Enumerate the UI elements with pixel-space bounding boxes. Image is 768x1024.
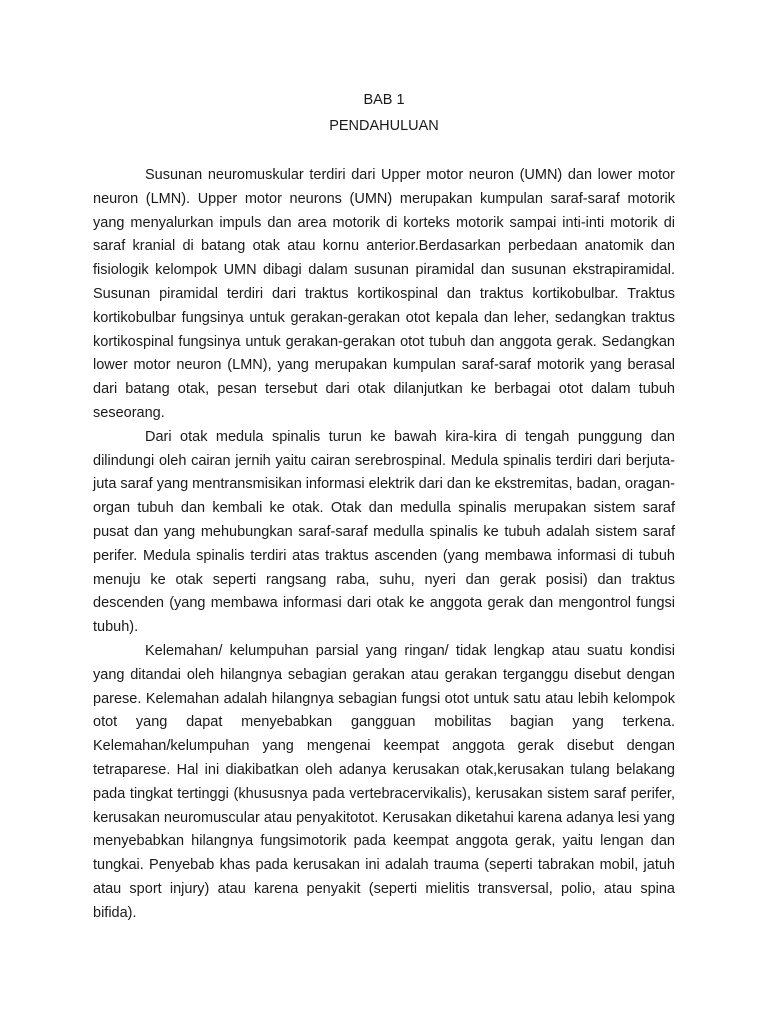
paragraph-1: Susunan neuromuskular terdiri dari Upper motor neuron (UMN) dan lower motor neuron (LMN). Upper motor neurons (UMN) merupakan kumpulan saraf-saraf motorik yang menyalurkan impuls dan area motorik di korteks motorik sampai inti-inti motorik di saraf kranial di batang otak atau kornu anterior.Berdasarkan perbedaan anatomik dan fisiologik kelompok UMN dibagi dalam susunan piramidal dan susunan ekstrapiramidal. Susunan piramidal terdiri dari traktus kortikospinal dan traktus kortikobulbar. Traktus kortikobulbar fungsinya untuk gerakan-gerakan otot kepala dan leher, sedangkan traktus kortikospinal fungsinya untuk gerakan-gerakan otot tubuh dan anggota gerak. Sedangkan lower motor neuron (LMN), yang merupakan kumpulan saraf-saraf motorik yang berasal dari batang otak, pesan tersebut dari otak dilanjutkan ke berbagai otot dalam tubuh seseorang. [93,167,675,421]
chapter-title: PENDAHULUAN [329,118,439,134]
paragraph-3: Kelemahan/ kelumpuhan parsial yang ringan/ tidak lengkap atau suatu kondisi yang ditandai oleh hilangnya sebagian gerakan atau gerakan terganggu disebut dengan parese. Kelemahan adalah hilangnya sebagian fungsi otot untuk satu atau lebih kelompok otot yang dapat menyebabkan gangguan mobilitas bagian yang terkena. Kelemahan/kelumpuhan yang mengenai keempat anggota gerak disebut dengan tetraparese. Hal ini diakibatkan oleh adanya kerusakan otak,kerusakan tulang belakang pada tingkat tertinggi (khususnya pada vertebracervikalis), kerusakan sistem saraf perifer, kerusakan neuromuscular atau penyakitotot. Kerusakan diketahui karena adanya lesi yang menyebabkan hilangnya fungsimotorik pada keempat anggota gerak, yaitu lengan dan tungkai. Penyebab khas pada kerusakan ini adalah trauma (seperti tabrakan mobil, jatuh atau sport injury) atau karena penyakit (seperti mielitis transversal, polio, atau spina bifida). [93,642,675,921]
body-text [93,164,675,926]
paragraph-2: Dari otak medula spinalis turun ke bawah kira-kira di tengah punggung dan dilindungi oleh cairan jernih yaitu cairan serebrospinal. Medula spinalis terdiri dari berjuta-juta saraf yang mentransmisikan informasi elektrik dari dan ke ekstremitas, badan, oragan-organ tubuh dan kembali ke otak. Otak dan medulla spinalis merupakan sistem saraf pusat dan yang mehubungkan saraf-saraf medulla spinalis ke tubuh adalah sistem saraf perifer. Medula spinalis terdiri atas traktus ascenden (yang membawa informasi di tubuh menuju ke otak seperti rangsang raba, suhu, nyeri dan gerak posisi) dan traktus descenden (yang membawa informasi dari otak ke anggota gerak dan mengontrol fungsi tubuh). [93,428,675,636]
chapter-number: BAB 1 [363,92,405,108]
